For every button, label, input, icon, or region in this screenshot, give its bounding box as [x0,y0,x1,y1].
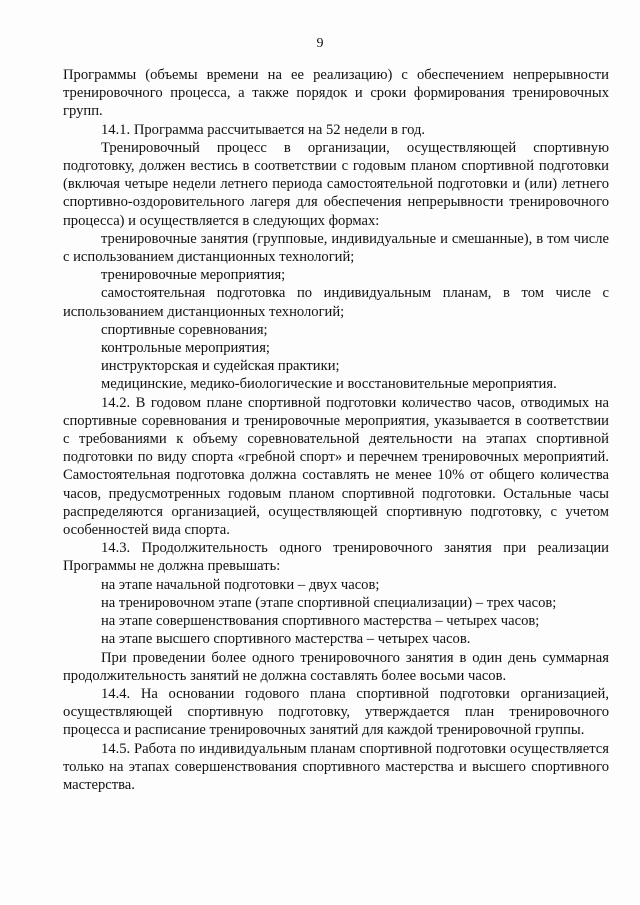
list-item-competitions: спортивные соревнования; [101,321,268,338]
paragraph-training-process: Тренировочный процесс в организации, осуществляющей спортивную подготовку, должен вестись в соответствии с годовым планом спортивной подготовки (включая четыре недели летнего периода самостоятельной подготовки и (или) летнего спортивно-оздоровительного лагеря для обеспечения непрерывности тренировочного процесса) и осуществляется в следующих формах: [63,139,609,229]
list-item-control-events: контрольные мероприятия; [101,340,270,357]
list-item-medical-events: медицинские, медико-биологические и восстановительные мероприятия. [101,376,557,393]
list-item-initial-stage: на этапе начальной подготовки – двух часов; [101,576,380,593]
list-item-higher-mastery-stage: на этапе высшего спортивного мастерства – четырех часов. [101,631,471,648]
paragraph-14-5: 14.5. Работа по индивидуальным планам спортивной подготовки осуществляется только на этапах совершенствования спортивного мастерства и высшего спортивного мастерства. [63,740,609,793]
paragraph-14-4: 14.4. На основании годового плана спортивной подготовки организацией, осуществляющей спортивную подготовку, утверждается план тренировочного процесса и расписание тренировочных занятий для каждой тренировочной группы. [63,685,609,739]
list-item-training-stage: на тренировочном этапе (этапе спортивной специализации) – трех часов; [101,594,557,611]
list-item-self-training: самостоятельная подготовка по индивидуальным планам, в том числе с использованием дистанционных технологий; [63,285,609,320]
document-body [63,66,609,794]
paragraph-14-2: 14.2. В годовом плане спортивной подготовки количество часов, отводимых на спортивные соревнования и тренировочные мероприятия, указывается в соответствии с требованиями к объему соревновательной деятельности на этапах спортивной подготовки по виду спорта «гребной спорт» и перечнем тренировочных мероприятий. Самостоятельная подготовка должна составлять не менее 10% от общего количества часов, предусмотренных годовым планом спортивной подготовки. Остальные часы распределяются организацией, осуществляющей спортивную подготовку, с учетом особенностей вида спорта. [63,394,609,539]
paragraph-14-1: 14.1. Программа рассчитывается на 52 недели в год. [101,121,426,138]
list-item-training-sessions: тренировочные занятия (групповые, индивидуальные и смешанные), в том числе с использованием дистанционных технологий; [63,230,609,266]
paragraph-14-3: 14.3. Продолжительность одного тренировочного занятия при реализации Программы не должна превышать: [63,540,609,575]
list-item-training-events: тренировочные мероприятия; [101,267,286,284]
list-item-improvement-stage: на этапе совершенствования спортивного мастерства – четырех часов; [101,613,540,630]
paragraph-multiple-sessions: При проведении более одного тренировочного занятия в один день суммарная продолжительность занятий не должна составлять более восьми часов. [63,649,609,684]
list-item-instructor-practice: инструкторская и судейская практики; [101,358,340,375]
page-number: 9 [316,36,324,51]
paragraph-intro-continuation: Программы (объемы времени на ее реализацию) с обеспечением непрерывности тренировочного процесса, а также порядок и сроки формирования тренировочных групп. [63,67,609,120]
